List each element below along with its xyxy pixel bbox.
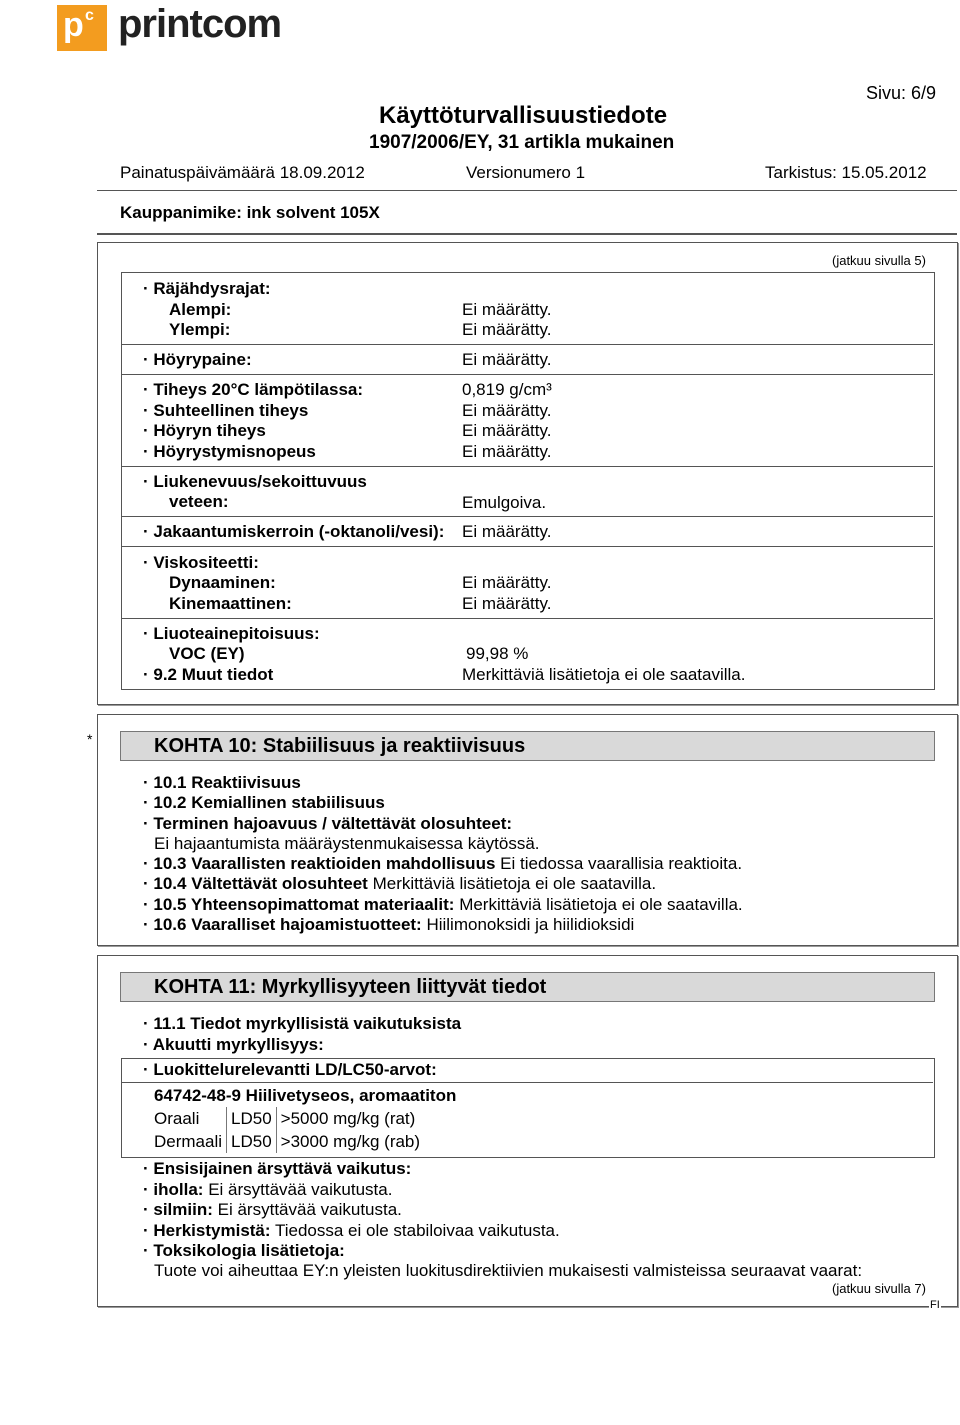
page-number: Sivu: 6/9 [866, 83, 937, 103]
value-cell: >3000 mg/kg (rab) [280, 1131, 421, 1151]
decomposition-products-label: · 10.6 Vaaralliset hajoamistuotteet: [143, 915, 422, 934]
trade-name: Kauppanimike: ink solvent 105X [120, 203, 380, 222]
section-11-title: KOHTA 11: Myrkyllisyyteen liittyvät tiedot [154, 976, 547, 998]
ld50-table [150, 1107, 424, 1153]
partition-coefficient-label: · Jakaantumiskerroin (-oktanoli/vesi): [143, 522, 445, 541]
trade-name-rule [97, 233, 957, 235]
skin-text: Ei ärsyttävää vaikutusta. [208, 1180, 393, 1199]
explosion-limits-label: · Räjähdysrajat: [143, 279, 271, 298]
print-date: Painatuspäivämäärä 18.09.2012 [120, 163, 365, 182]
language-code: FI [930, 1299, 940, 1311]
table-row [150, 1130, 424, 1153]
kinematic-viscosity-value: Ei määrätty. [462, 594, 552, 613]
vapour-pressure-label: · Höyrypaine: [143, 350, 252, 369]
viscosity-label: · Viskositeetti: [143, 553, 259, 572]
row-divider [122, 516, 933, 517]
route-cell: Dermaali [150, 1130, 227, 1153]
acute-toxicity-label: · Akuutti myrkyllisyys: [143, 1035, 324, 1054]
voc-value: 99,98 % [466, 644, 529, 663]
row-divider [122, 546, 933, 547]
eyes-label: · silmiin: [143, 1200, 213, 1219]
type-cell: LD50 [227, 1130, 277, 1153]
section-11-header [120, 972, 935, 1002]
row-divider [122, 466, 933, 467]
document-title: Käyttöturvallisuustiedote [379, 102, 668, 129]
brand-logo-p: p [63, 6, 84, 44]
dynamic-viscosity-value: Ei määrätty. [462, 573, 552, 592]
row-divider [122, 344, 933, 345]
dynamic-viscosity-label: Dynaaminen: [169, 573, 276, 592]
continued-to: (jatkuu sivulla 7) [832, 1281, 926, 1296]
continued-from: (jatkuu sivulla 5) [832, 253, 926, 268]
thermal-decomposition-label: · Terminen hajoavuus / vältettävät olosuhteet: [143, 814, 513, 833]
primary-irritation-label: · Ensisijainen ärsyttävä vaikutus: [143, 1159, 412, 1178]
table-row [150, 1107, 424, 1130]
route-cell: Oraali [150, 1107, 227, 1130]
other-info-value: Merkittäviä lisätietoja ei ole saatavilla. [462, 665, 746, 684]
density-label: · Tiheys 20°C lämpötilassa: [143, 380, 364, 399]
section-10-header [120, 731, 935, 761]
sensitisation-label: · Herkistymistä: [143, 1221, 271, 1240]
vapour-density-label: · Höyryn tiheys [143, 421, 266, 440]
incompatible-materials-label: · 10.5 Yhteensopimattomat materiaalit: [143, 895, 455, 914]
other-info-label: · 9.2 Muut tiedot [143, 665, 274, 684]
conditions-to-avoid-row [143, 874, 656, 894]
vapour-pressure-value: Ei määrätty. [462, 350, 552, 369]
eyes-text: Ei ärsyttävää vaikutusta. [217, 1200, 402, 1219]
sensitisation-row [143, 1221, 560, 1241]
brand-logo-c: c [85, 7, 94, 24]
toxicology-info-label: · Toksikologia lisätietoja: [143, 1241, 345, 1260]
toxicological-effects-label: · 11.1 Tiedot myrkyllisistä vaikutuksista [143, 1014, 462, 1033]
chemical-stability-label: · 10.2 Kemiallinen stabiilisuus [143, 793, 385, 812]
voc-label: VOC (EY) [169, 644, 245, 663]
eyes-row [143, 1200, 402, 1220]
incompatible-materials-text: Merkittäviä lisätietoja ei ole saatavilla. [459, 895, 743, 914]
type-cell: LD50 [227, 1107, 277, 1130]
skin-label: · iholla: [143, 1180, 204, 1199]
row-divider [122, 1082, 933, 1083]
partition-coefficient-value: Ei määrätty. [462, 522, 552, 541]
row-divider [122, 374, 933, 375]
sensitisation-text: Tiedossa ei ole stabiloivaa vaikutusta. [274, 1221, 560, 1240]
kinematic-viscosity-label: Kinemaattinen: [169, 594, 292, 613]
upper-limit-value: Ei määrätty. [462, 320, 552, 339]
lower-limit-value: Ei määrätty. [462, 300, 552, 319]
lower-limit-label: Alempi: [169, 300, 232, 319]
substance-name: 64742-48-9 Hiilivetyseos, aromaatiton [154, 1086, 457, 1105]
toxicology-info-text: Tuote voi aiheuttaa EY:n yleisten luokitusdirektiivien mukaisesti valmisteissa seuraavat vaarat: [154, 1261, 863, 1280]
hazardous-reactions-text: Ei tiedossa vaarallisia reaktioita. [500, 854, 743, 873]
vapour-density-value: Ei määrätty. [462, 421, 552, 440]
reactivity-label: · 10.1 Reaktiivisuus [143, 773, 301, 792]
hazardous-reactions-label: · 10.3 Vaarallisten reaktioiden mahdollisuus [143, 854, 496, 873]
hazardous-reactions-row [143, 854, 742, 874]
revision-date: Tarkistus: 15.05.2012 [765, 163, 927, 182]
skin-row [143, 1180, 392, 1200]
evaporation-rate-value: Ei määrätty. [462, 442, 552, 461]
row-divider [122, 618, 933, 619]
relative-density-value: Ei määrätty. [462, 401, 552, 420]
version-number: Versionumero 1 [466, 163, 586, 182]
density-value: 0,819 g/cm³ [462, 380, 552, 399]
conditions-to-avoid-text: Merkittäviä lisätietoja ei ole saatavilla. [372, 874, 657, 893]
thermal-decomposition-text: Ei hajaantumista määräystenmukaisessa käytössä. [154, 834, 540, 853]
brand-logo-text: printcom [118, 2, 282, 46]
value-cell: >5000 mg/kg (rat) [280, 1108, 416, 1128]
ld50-values-label: · Luokittelurelevantti LD/LC50-arvot: [143, 1060, 437, 1079]
decomposition-products-text: Hiilimonoksidi ja hiilidioksidi [426, 915, 635, 934]
conditions-to-avoid-label: · 10.4 Vältettävät olosuhteet [143, 874, 368, 893]
incompatible-materials-row [143, 895, 743, 915]
header-rule [97, 190, 957, 191]
change-marker: * [87, 731, 93, 747]
solvent-content-label: · Liuoteainepitoisuus: [143, 624, 320, 643]
decomposition-products-row [143, 915, 634, 935]
solubility-value: Emulgoiva. [462, 493, 547, 512]
document-subtitle: 1907/2006/EY, 31 artikla mukainen [369, 132, 675, 153]
section-10-title: KOHTA 10: Stabiilisuus ja reaktiivisuus [154, 735, 526, 757]
evaporation-rate-label: · Höyrystymisnopeus [143, 442, 316, 461]
solubility-water-label: veteen: [169, 492, 229, 511]
solubility-label: · Liukenevuus/sekoittuvuus [143, 472, 367, 491]
upper-limit-label: Ylempi: [169, 320, 231, 339]
relative-density-label: · Suhteellinen tiheys [143, 401, 309, 420]
